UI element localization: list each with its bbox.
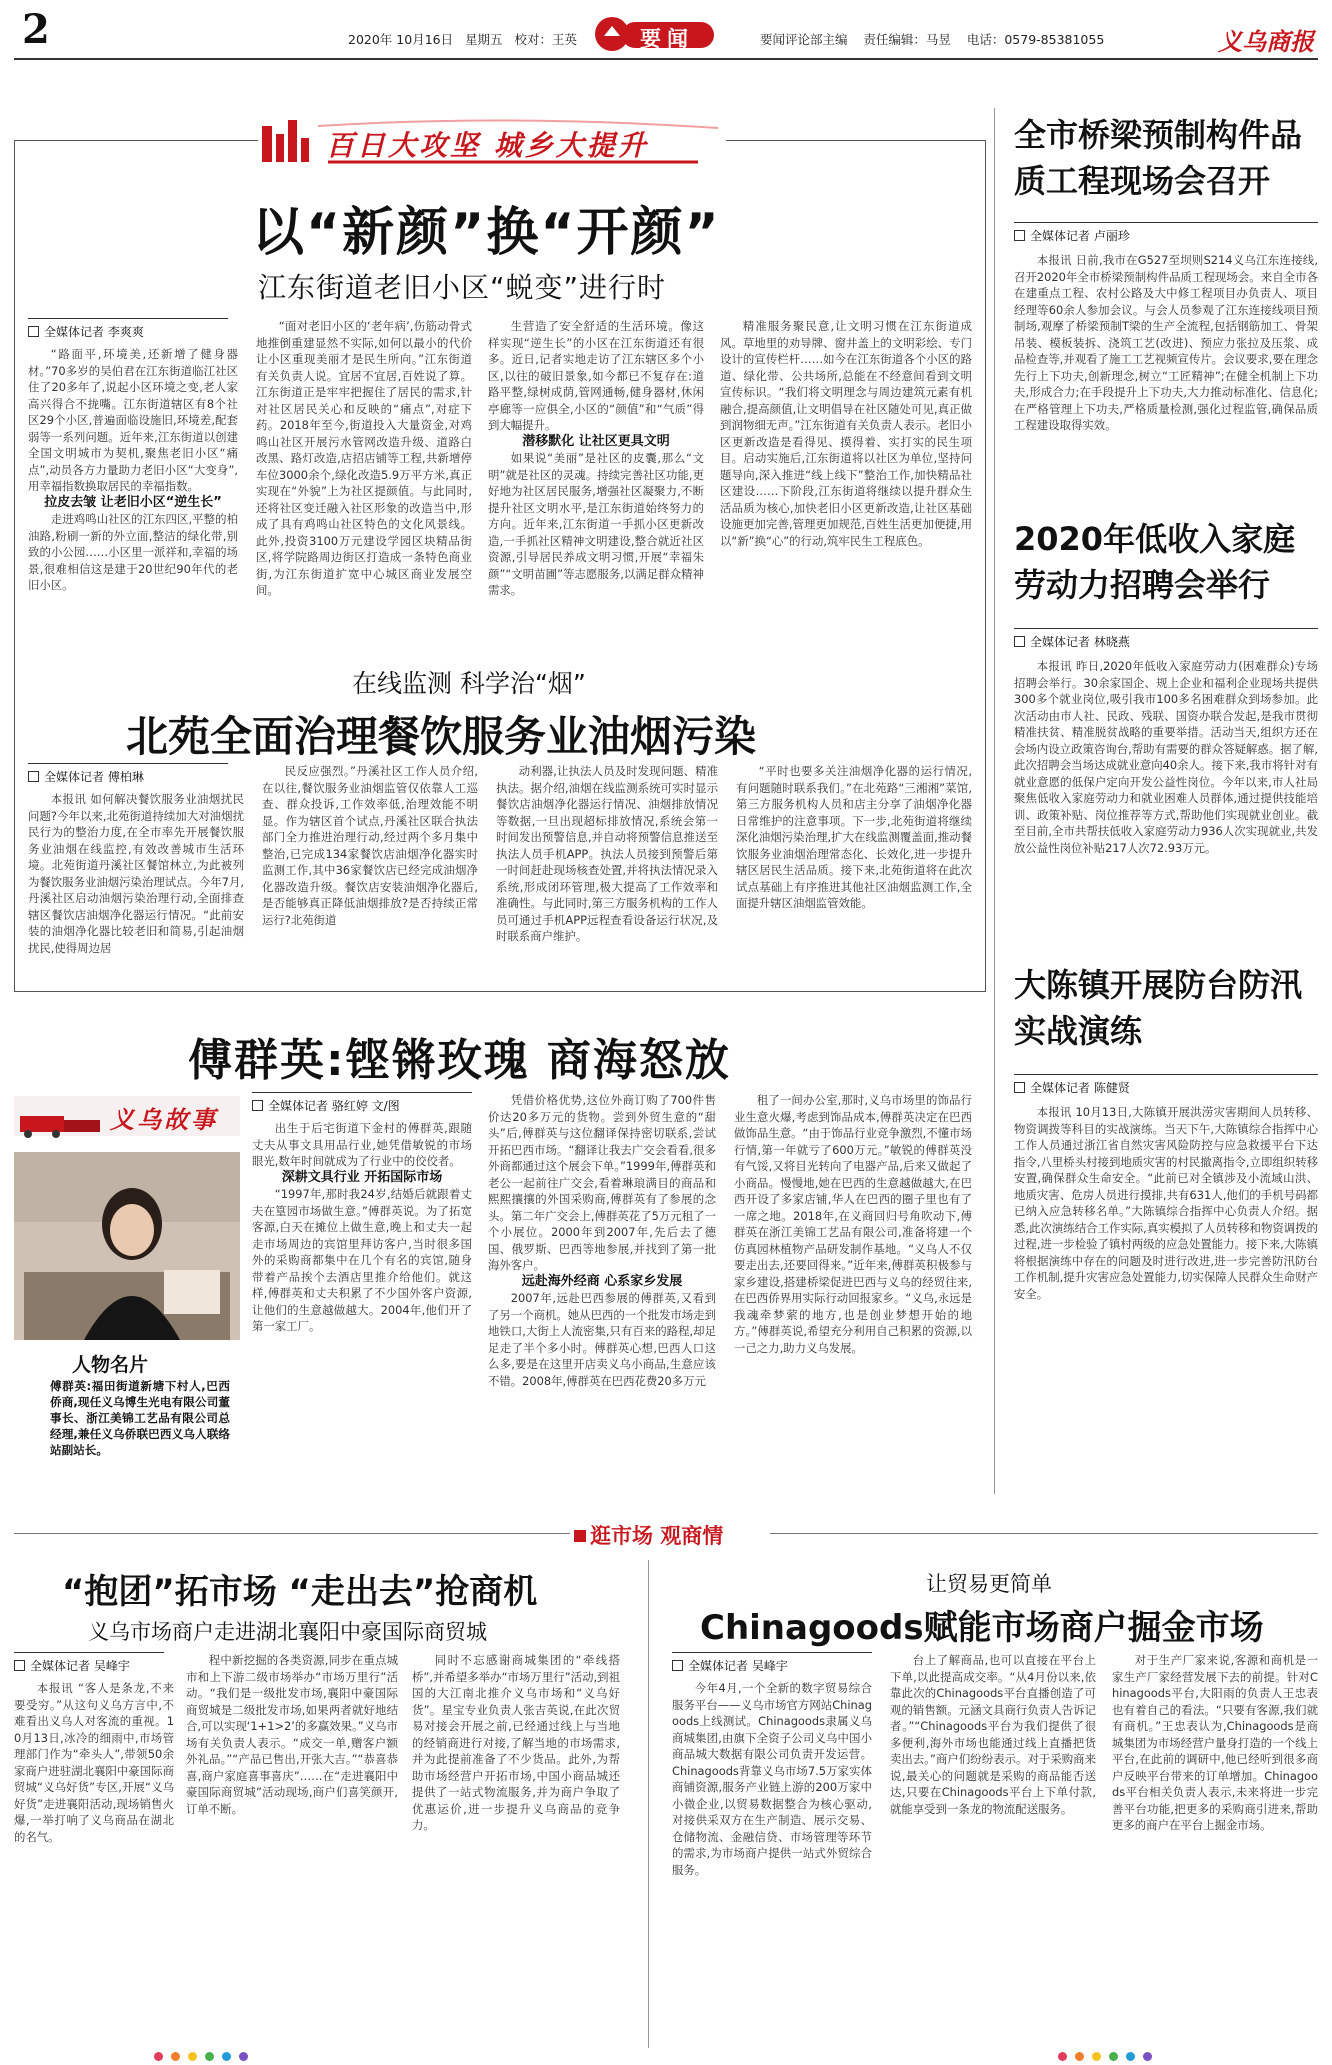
profile-title: 人物名片 — [72, 1354, 149, 1376]
article3-subhead2: 远赴海外经商 心系家乡发展 — [521, 1273, 683, 1289]
header-rule — [14, 58, 1318, 60]
header-editor-info — [760, 30, 1104, 48]
dot — [239, 2052, 248, 2061]
market-right-col3 — [1112, 1652, 1318, 2048]
market-right-col2-text: 台上了解商品,也可以直接在平台上下单,以此提高成交率。“从4月份以来,依靠此次的Chinagoods平台直播创造了可观的销售额。元涵文具商行负责人告诉记者。”“Chinagoods平台为我们提供了很多便利,海外市场也能通过线上直播把货卖出去。”商户们纷纷表示。对于采购商来说,最关心的问题就是采购的商品能否送达,只要在Chinagoods平台上下单付款,就能享受到一条龙的物流配送服务。 — [890, 1653, 1096, 1816]
article1-col3-text: 生营造了安全舒适的生活环境。像这样实现“逆生长”的小区在江东街道还有很多。近日,记者实地走访了江东辖区多个小区,以往的破旧景象,如今都已不复存在:道路平整,绿树成荫,管网通畅,健身器材,休闲亭廊等一应俱全,小区的“颜值”和“气质”得到大幅提升。 — [488, 319, 704, 432]
article1-col3b-text: 如果说“美丽”是社区的皮囊,那么“文明”就是社区的灵魂。持续完善社区功能,更好地为社区居民服务,增强社区凝聚力,不断提升社区文明水平,是江东街道始终努力的方向。近年来,江东街道一手抓小区更新改造,一手抓社区精神文明建设,整合就近社区资源,引导居民养成文明习惯,开展“幸福朱颜”“文明苗圃”等志愿服务,以满足群众精神需求。 — [488, 451, 704, 597]
article2-kicker: 在线监测 科学治“烟” — [352, 669, 586, 698]
dot — [1075, 2052, 1084, 2061]
article1-col1 — [28, 346, 238, 766]
campaign-slogan: 百日大攻坚 城乡大提升 — [326, 129, 649, 162]
article1-col4-text: 精准服务聚民意,让文明习惯在江东街道成风。草地里的劝导牌、窗井盖上的文明彩绘、专门设计的宣传栏杆……如今在江东街道各个小区的路道、绿化带、公共场所,总能在不经意间看到文明宣传标识。“我们将文明理念与周边建筑元素有机融合,提高颜值,让文明倡导在社区随处可见,真正做到润物细无声。”江东街道有关负责人表示。老旧小区更新改造是看得见、摸得着、实打实的民生项目。启动实施后,江东街道将以社区为单位,坚持问题导向,深入推进“线上线下”整治工作,加快精品社区建设……下阶段,江东街道将继续以提升群众生活品质为核心,加快老旧小区更新改造,让社区基础设施更加完善,管理更加规范,百姓生活更加便捷,用以“新”换“心”的行动,筑牢民生工程底色。 — [720, 319, 972, 548]
footer-dots-right — [1054, 2046, 1156, 2065]
dot — [188, 2052, 197, 2061]
article2-title: 北苑全面治理餐饮服务业油烟污染 — [126, 712, 757, 761]
section-name: 要闻 — [640, 27, 694, 51]
market-right-col1-text: 今年4月,一个全新的数字贸易综合服务平台——义乌市场官方网站Chinagoods上线测试。Chinagoods隶属义乌商城集团,由旗下全资子公司义乌中国小商品城大数据有限公司负责开发运营。Chinagoods背靠义乌市场7.5万家实体商铺资源,服务产业链上游的200万家中小微企业,以贸易数据整合为核心驱动,对接供采双方在生产制造、展示交易、仓储物流、金融信贷、市场管理等环节的需求,为市场商户提供一站式外贸综合服务。 — [672, 1681, 872, 1877]
article3-col1 — [252, 1120, 472, 1486]
market-left-subtitle: 义乌市场商户走进湖北襄阳中豪国际商贸城 — [88, 1620, 487, 1644]
article3-col3-text: 租了一间办公室,那时,义乌市场里的饰品行业生意火爆,考虑到饰品成本,傅群英决定在巴西做饰品生意。“由于饰品行业竞争激烈,不懂市场行情,第一年就亏了600万元。”敏锐的傅群英没有气馁,又将目光转向了电器产品,后来又做起了小商品。慢慢地,她在巴西的生意越做越大,在巴西开设了多家店铺,华人在巴西的圈子里也有了一席之地。2018年,在义商回归号角吹动下,傅群英在浙江美锦工艺品有限公司,准备将建一个仿真园林植物产品研发制作基地。“义乌人不仅要走出去,还要回得来。”近年来,傅群英积极参与家乡建设,搭建桥梁促进巴西与义乌的经贸往来,在巴西侨界用实际行动回报家乡。“义乌,永远是我魂牵梦萦的地方,也是创业梦想开始的地方。”傅群英说,希望充分利用自己积累的资源,以一己之力,助力义乌发展。 — [734, 1093, 972, 1355]
sidebar-news1-body — [1014, 252, 1318, 492]
market-right-title: Chinagoods赋能市场商户掘金市场 — [700, 1608, 1264, 1648]
sidebar-news3-title: 大陈镇开展防台防汛实战演练 — [1014, 966, 1303, 1050]
byline-box-icon — [28, 326, 39, 337]
market-left-col3 — [412, 1652, 620, 2048]
dot — [1058, 2052, 1067, 2061]
campaign-banner — [258, 116, 726, 170]
article2-byline: 全媒体记者 傅柏琳 — [28, 763, 228, 785]
issue-weekday: 星期五 — [465, 32, 503, 47]
article3-col2 — [488, 1092, 716, 1486]
article1-subhead3: 潜移默化 让社区更具文明 — [522, 433, 670, 449]
market-square-icon — [574, 1530, 586, 1542]
paper-name: 义乌商报 — [1218, 27, 1314, 56]
sidebar-news2-byline: 全媒体记者 林晓燕 — [1014, 628, 1318, 650]
article1-col1b-text: 走进鸡鸣山社区的江东四区,平整的柏油路,粉刷一新的外立面,整洁的绿化带,别致的小公园……小区里一派祥和,幸福的场景,很难相信这是建于20世纪90年代的老旧小区。 — [28, 512, 238, 592]
sidebar-news3-byline: 全媒体记者 陈健贤 — [1014, 1074, 1318, 1096]
byline-box-icon — [252, 1100, 263, 1111]
proofreader: 校对：王英 — [514, 32, 577, 47]
page-header — [0, 0, 1332, 60]
article1-subhead1: 拉皮去皱 让老旧小区“逆生长” — [44, 494, 222, 510]
footer-dots-left — [150, 2046, 252, 2065]
article3-col2b-text: 2007年,远赴巴西参展的傅群英,又看到了另一个商机。她从巴西的一个批发市场走到地铁口,大街上人流密集,只有百来的路程,却足足走了半个多小时。傅群英心想,巴西人口这么多,要是在这里开店卖义乌小商品,生意应该不错。2008年,傅群英在巴西花费20多万元 — [488, 1291, 716, 1388]
dot — [205, 2052, 214, 2061]
article1-col1-text: “路面平,环境美,还新增了健身器材。”70多岁的吴伯君在江东街道临江社区住了20多年了,说起小区环境之变,老人家高兴得合不拢嘴。江东街道辖区有8个社区29个小区,普遍面临设施旧,环境差,配套弱等一系列问题。近年来,江东街道以创建全国文明城市为契机,聚焦老旧小区“痛点”,动员各方力量助力老旧小区“大变身”,用幸福指数换取居民的幸福指数。 — [28, 347, 238, 493]
dot — [1092, 2052, 1101, 2061]
article1-subtitle: 江东街道老旧小区“蜕变”进行时 — [258, 271, 667, 304]
market-right-col3-text: 对于生产厂家来说,客源和商机是一家生产厂家经营发展下去的前提。针对Chinagoods平台,大阳雨的负责人王忠表也有着自己的看法。“只要有客源,我们就有商机。”王忠表认为,Chinagoods是商城集团为市场经营户量身打造的一个线上平台,在此前的调研中,他已经听到很多商户反映平台带来的订单增加。Chinagoods平台相关负责人表示,未来将进一步完善平台功能,把更多的采购商引进来,帮助更多的商户在平台上掘金市场。 — [1112, 1653, 1318, 1832]
article1-byline: 全媒体记者 李爽爽 — [28, 318, 228, 340]
market-left-title: “抱团”拓市场 “走出去”抢商机 — [62, 1572, 538, 1612]
byline-box-icon — [28, 771, 39, 782]
market-column-divider — [648, 1560, 649, 2048]
byline-box-icon — [1014, 1082, 1025, 1093]
issue-date: 2020年 10月16日 — [348, 32, 454, 47]
header-date — [348, 30, 577, 48]
editor: 责任编辑：马昱 — [863, 32, 951, 47]
portrait-graphic — [14, 1152, 240, 1340]
article3-subhead1: 深耕文具行业 开拓国际市场 — [281, 1169, 443, 1185]
market-left-col1 — [14, 1680, 174, 2048]
article2-col1-text: 本报讯 如何解决餐饮服务业油烟扰民问题?今年以来,北苑街道持续加大对油烟扰民行为的整治力度,在全市率先开展餐饮服务业油烟在线监控,有效改善城市生活环境。北苑街道丹溪社区餐馆林立,为此被列为餐饮服务业油烟污染治理试点。今年7月,丹溪社区启动油烟污染治理行动,全面排查辖区餐饮店油烟净化器运行情况。“此前安装的油烟净化器比较老旧和简易,引起油烟扰民,使得周边居 — [28, 792, 244, 955]
article3-title: 傅群英:铿锵玫瑰 商海怒放 — [188, 1035, 731, 1086]
sidebar-news2-text: 本报讯 昨日,2020年低收入家庭劳动力(困难群众)专场招聘会举行。30余家国企、规上企业和福利企业现场共提供300多个就业岗位,吸引我市100多名困难群众到场参加。此次活动由市人社、民政、残联、国资办联合发起,是我市贯彻精准扶贫、精准脱贫战略的重要举措。活动当天,组织方还在会场内设立政策咨询台,帮助有需要的群众答疑解惑。据了解,此次招聘会当场达成就业意向40余人。接下来,我市将针对有就业意愿的低保户定向开发公益性岗位。今年以来,市人社局聚焦低收入家庭劳动力和就业困难人员群体,通过提供技能培训、政策补贴、岗位推荐等方式,帮助他们实现就业创业。截至目前,全市共帮扶低收入家庭劳动力936人次实现就业,共发放公益性岗位补贴217人次72.93万元。 — [1014, 659, 1318, 855]
market-section-label: 逛市场 观商情 — [574, 1520, 723, 1550]
article3-col1-text: 出生于后宅街道下金村的傅群英,跟随丈夫从事文具用品行业,她凭借敏锐的市场眼光,数年时间就成为了行业中的佼佼者。 — [252, 1121, 472, 1168]
article3-col2-text: 凭借价格优势,这位外商订购了700件售价达20多万元的货物。尝到外贸生意的“甜头”后,傅群英与这位翻译保持密切联系,尝试开拓巴西市场。“翻译让我去广交会看看,很多外商都通过这个展会下单。”1999年,傅群英和老公一起前往广交会,看着琳琅满目的商品和熙熙攘攘的外国采购商,傅群英有了参展的念头。第二年广交会上,傅群英花了5万元租了一个小展位。2000年到2007年,先后去了德国、俄罗斯、巴西等地参展,并找到了第一批海外客户。 — [488, 1093, 716, 1272]
sidebar-news2-title: 2020年低收入家庭劳动力招聘会举行 — [1014, 520, 1296, 604]
phone: 电话：0579-85381055 — [966, 32, 1105, 47]
profile-text: 傅群英:福田街道新塘下村人,巴西侨商,现任义乌博生光电有限公司董事长、浙江美锦工艺品有限公司总经理,兼任义乌侨联巴西义乌人联络站副站长。 — [50, 1379, 230, 1457]
article3-col3 — [734, 1092, 972, 1486]
story-tag — [14, 1092, 240, 1142]
article2-col3-text: 动利器,让执法人员及时发现问题、精准执法。据介绍,油烟在线监测系统可实时显示餐饮店油烟净化器运行情况、油烟排放情况等数据,一旦出现超标排放情况,系统会第一时间发出预警信息,并自动将预警信息推送至执法人员手机APP。执法人员接到预警后第一时间赶赴现场核查处置,并将执法情况录入系统,形成闭环管理,极大提高了工作效率和准确性。与此同时,第三方服务机构的工作人员可通过手机APP远程查看设备运行状况,及时联系商户维护。 — [496, 764, 718, 943]
market-left-byline: 全媒体记者 吴峰宇 — [14, 1652, 164, 1674]
sidebar-news3-text: 本报讯 10月13日,大陈镇开展洪涝灾害期间人员转移、物资调拨等科目的实战演练。当天下午,大陈镇综合指挥中心工作人员通过浙江省自然灾害风险防控与应急救援平台下达指令,八里桥头村接到地质灾害的村民撤离指令,立即组织转移安置,确保群众生命安全。“此前已对全镇涉及小流域山洪、地质灾害、危房人员进行摸排,共有631人,他们的手机号码都已纳入应急转移名单。”大陈镇综合指挥中心负责人介绍。据悉,此次演练结合工作实际,真实模拟了人员转移和物资调拨的过程,进一步检验了镇村两级的应急处置能力。接下来,大陈镇将根据演练中存在的问题及时进行改进,进一步完善防汛防台工作机制,提升灾害应急处置能力,切实保障人民群众生命财产安全。 — [1014, 1105, 1318, 1301]
article2-col2-text: 民反应强烈。”丹溪社区工作人员介绍,在以往,餐饮服务业油烟监管仅依靠人工巡查、群众投诉,工作效率低,治理效能不明显。作为辖区首个试点,丹溪社区联合执法部门全力推进治理行动,经过两个多月集中整治,已完成134家餐饮店油烟净化器实时监测工作,其中36家餐饮店已经完成油烟净化器改造升级。餐饮店安装油烟净化器后,是否能够真正降低油烟排放?是否持续正常运行?北苑街道 — [262, 764, 478, 927]
department: 要闻评论部主编 — [760, 32, 848, 47]
sidebar-news1-byline: 全媒体记者 卢丽珍 — [1014, 222, 1318, 244]
sidebar-news2-body — [1014, 658, 1318, 946]
market-rule-left — [14, 1533, 570, 1534]
dot — [1109, 2052, 1118, 2061]
dot — [1143, 2052, 1152, 2061]
profile-card — [14, 1350, 240, 1480]
article3-col1b-text: “1997年,那时我24岁,结婚后就跟着丈夫在篁园市场做生意。”傅群英说。为了拓宽客源,白天在摊位上做生意,晚上和丈夫一起走市场周边的宾馆里拜访客户,当时很多国外的采购商都集中在几个有名的宾馆,随身带着产品挨个去酒店里推介给他们。就这样,傅群英和丈夫积累了不少国外客户资源,让他们的生意越做越大。2004年,他们开了第一家工厂。 — [252, 1187, 472, 1333]
market-left-col1-text: 本报讯 “客人是条龙,不来要受穷。”从这句义乌方言中,不难看出义乌人对客流的重视。10月13日,冰冷的细雨中,市场管理部门作为“牵头人”,带领50余家商户进驻湖北襄阳中豪国际商贸城“义乌好货”专区,开展“义乌好货”走进襄阳活动,现场销售火爆,一举打响了义乌商品在湖北的名气。 — [14, 1681, 174, 1844]
byline-box-icon — [1014, 230, 1025, 241]
market-left-col3-text: 同时不忘感谢商城集团的“牵线搭桥”,并希望多举办“市场万里行”活动,到祖国的大江南北推介义乌市场和“义乌好货”。星宝专业负责人张吉英说,在此次贸易对接会开展之前,已经通过线上与当地的经销商进行对接,了解当地的市场需求,并为此提前准备了不少货品。此外,为帮助市场经营户开拓市场,中国小商品城还提供了一站式物流服务,并为商户争取了优惠运价,进一步提升义乌商品的竞争力。 — [412, 1653, 620, 1832]
dot — [1126, 2052, 1135, 2061]
article1-col4 — [720, 318, 972, 766]
dot — [171, 2052, 180, 2061]
market-right-col2 — [890, 1652, 1096, 2048]
sidebar-news1-text: 本报讯 日前,我市在G527至坝则S214义乌江东连接线,召开2020年全市桥梁预制构件品质工程现场会。来自全市各在建重点工程、农村公路及大中修工程项目办负责人、项目经理等60余人参加会议。与会人员参观了江东连接线项目预制场,观摩了桥梁预制T梁的生产全流程,包括钢筋加工、骨架吊装、模板装拆、浇筑工艺(改进)、预应力张拉及压浆、成品检查等,并观看了施工工艺视频宣传片。会议要求,要在理念先行上下功夫,创新理念,树立“工匠精神”;在健全机制上下功夫,形成合力;在手段提升上下功夫,大力推动标准化、信息化;在严格管理上下功夫,严格质量检测,强化过程监管,确保品质工程建设取得实效。 — [1014, 253, 1318, 432]
article3-byline: 全媒体记者 骆红婷 文/图 — [252, 1092, 472, 1114]
article2-col1 — [28, 791, 244, 981]
market-left-col2 — [186, 1652, 398, 2048]
market-left-col2-text: 程中新挖掘的各类资源,同步在重点城市和上下游二级市场举办“市场万里行”活动。“我们是一级批发市场,襄阳中豪国际商贸城是二级批发市场,如果两者就好地结合,可以实现‘1+1>2’的多赢效果。”义乌市场有关负责人表示。“成交一单,赠客户额外礼品。”“产品已售出,开张大吉。”“恭喜恭喜,商户家庭喜事喜庆”……在“走进襄阳中豪国际商贸城”活动现场,商户们喜笑颜开,订单不断。 — [186, 1653, 398, 1816]
market-rule-right — [770, 1533, 1318, 1534]
article2-col3 — [496, 763, 718, 981]
sidebar-divider — [994, 108, 995, 1494]
dot — [222, 2052, 231, 2061]
market-right-col1 — [672, 1680, 872, 2048]
market-right-kicker: 让贸易更简单 — [926, 1572, 1052, 1596]
story-tag-label: 义乌故事 — [110, 1105, 218, 1134]
byline-box-icon — [14, 1660, 25, 1671]
article2-col2 — [262, 763, 478, 981]
sidebar-news3-body — [1014, 1104, 1318, 1490]
sidebar-news1-title: 全市桥梁预制构件品质工程现场会召开 — [1014, 116, 1303, 200]
market-right-byline: 全媒体记者 吴峰宇 — [672, 1652, 872, 1674]
article1-title: 以“新颜”换“开颜” — [252, 203, 721, 263]
byline-box-icon — [672, 1660, 683, 1671]
article1-col2-text: “面对老旧小区的‘老年病’,伤筋动骨式地推倒重建显然不实际,如何以最小的代价让小区重现美丽才是民生所向。”江东街道有关负责人说。宜居不宜居,百姓说了算。江东街道正是牢牢把握住了居民的需求,针对社区居民关心和反映的“痛点”,对症下药。2018年至今,街道投入大量资金,对鸡鸣山社区开展污水管网改造升级、道路白改黑、路灯改造,店招店铺等工程,共新增停车位3000余个,绿化改造5.9万平方米,真正实现在“外貌”上为社区提颜值。与此同时,还将社区变迁融入社区形象的改造当中,形成了具有鸡鸣山社区特色的文化风景线。此外,投资3100万元建设学园区块精品街区,将学院路周边街区打造成一条特色商业街,为江东街道扩宽中心城区商业发展空间。 — [256, 319, 472, 597]
section-badge — [592, 12, 718, 54]
page-number: 2 — [22, 6, 50, 53]
article2-col4 — [736, 763, 972, 981]
dot — [154, 2052, 163, 2061]
byline-box-icon — [1014, 636, 1025, 647]
portrait-photo — [14, 1152, 240, 1340]
article2-col4-text: “平时也要多关注油烟净化器的运行情况,有问题随时联系我们。”在北苑路“三湘湘”菜馆,第三方服务机构人员和店主分享了油烟净化器日常维护的注意事项。下一步,北苑街道将继续深化油烟污染治理,扩大在线监测覆盖面,推动餐饮服务业油烟治理常态化、长效化,进一步提升辖区居民生活品质。接下来,北苑街道将在此次试点基础上有序推进其他社区油烟监测工作,全面提升辖区油烟监管效能。 — [736, 764, 972, 910]
